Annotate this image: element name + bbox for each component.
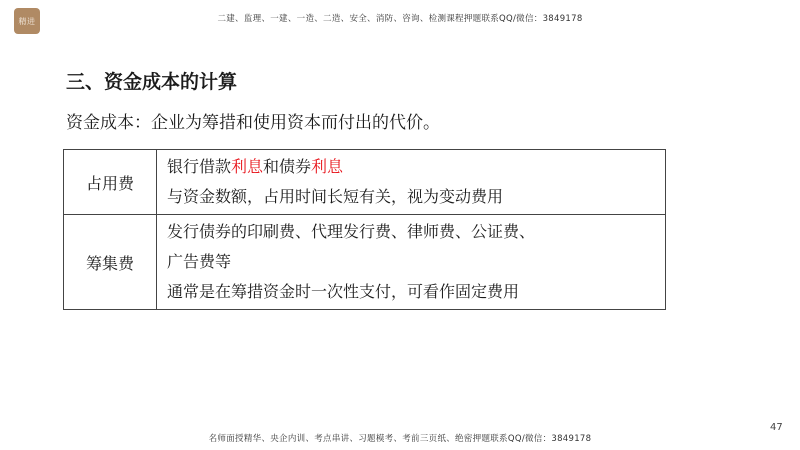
desc-line: 广告费等 xyxy=(167,252,232,271)
footer-banner: 名师面授精华、央企内训、考点串讲、习题模考、考前三页纸、绝密押题联系QQ/微信：3849178 xyxy=(208,434,592,444)
row-label-raising-fee: 筹集费 xyxy=(64,215,157,310)
highlight-text: 利息 xyxy=(231,157,264,176)
desc-line: 通常是在筹措资金时一次性支付，可看作固定费用 xyxy=(167,282,520,301)
definition-text: 资金成本：企业为筹措和使用资本而付出的代价。 xyxy=(66,113,440,133)
table-row-occupation-fee xyxy=(64,150,666,215)
brand-logo-text: 精进 xyxy=(18,16,36,26)
header-banner: 二建、监理、一建、一造、二造、安全、消防、咨询、检测课程押题联系QQ/微信：3849178 xyxy=(217,14,583,24)
row-desc-occupation-fee xyxy=(157,150,666,215)
highlight-text: 利息 xyxy=(311,157,344,176)
page-number: 47 xyxy=(770,422,783,433)
row-label-occupation-fee: 占用费 xyxy=(64,150,157,215)
table-row-raising-fee xyxy=(64,215,666,310)
row-desc-raising-fee xyxy=(157,215,666,310)
cost-table xyxy=(63,149,666,310)
desc-text: 银行借款 xyxy=(167,157,232,176)
desc-line: 发行债券的印刷费、代理发行费、律师费、公证费、 xyxy=(167,222,536,241)
section-title: 三、资金成本的计算 xyxy=(66,71,238,93)
desc-text: 和债券 xyxy=(263,157,312,176)
desc-line xyxy=(167,152,665,182)
desc-line: 与资金数额，占用时间长短有关，视为变动费用 xyxy=(167,187,504,206)
